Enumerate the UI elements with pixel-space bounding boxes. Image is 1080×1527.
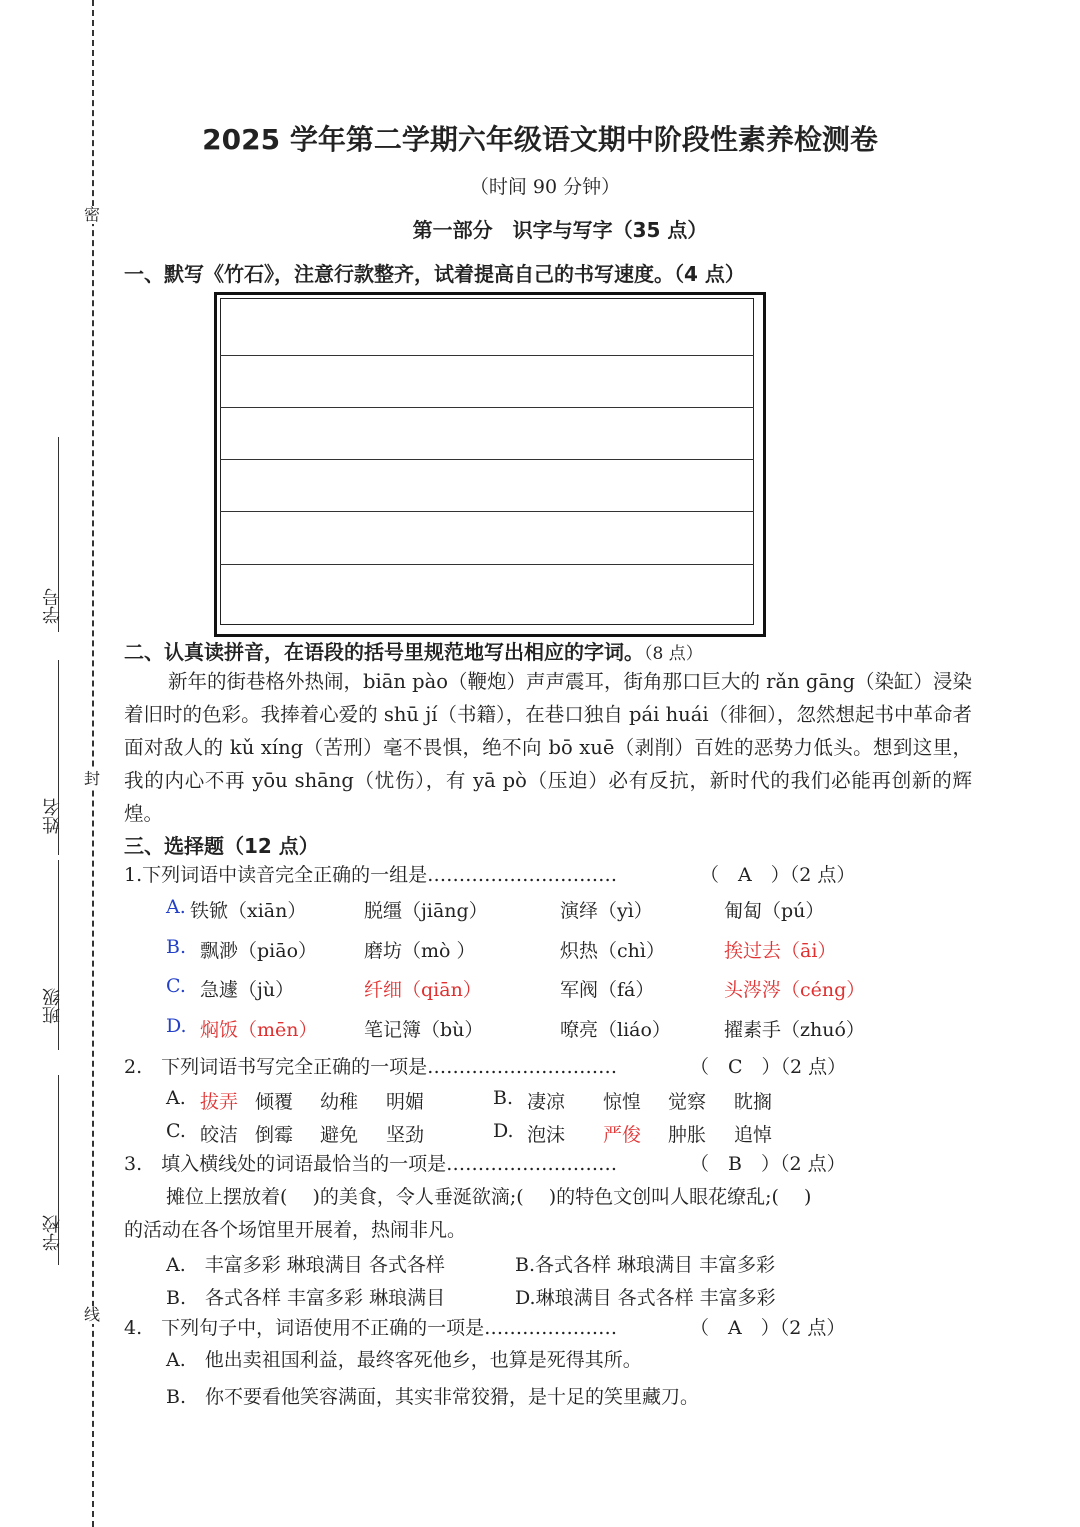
exam-title: 2025 学年第二学期六年级语文期中阶段性素养检测卷 [202, 123, 878, 156]
q1-option-a-4: 匍匐（pú） [724, 900, 825, 922]
seal-char-xian: 线 [84, 1305, 101, 1324]
q2-option-c-2: 倒霉 [255, 1124, 294, 1146]
q2-option-c-1: 皎洁 [200, 1124, 239, 1146]
q2-option-c-3: 避免 [320, 1124, 359, 1146]
q1-option-c-3: 军阀（fá） [560, 979, 655, 1001]
q3-option-b2: B. 各式各样 丰富多彩 琳琅满目 [166, 1287, 446, 1309]
q2-option-a-label: A. [166, 1087, 186, 1109]
q1-option-b-label: B. [166, 936, 187, 958]
seal-char-feng: 封 [84, 769, 101, 788]
q1-option-b-3: 炽热（chì） [560, 940, 665, 962]
seal-char-mi: 密 [84, 205, 101, 224]
writing-line [220, 459, 754, 460]
q4-option-b: B. 你不要看他笑容满面，其实非常狡猾，是十足的笑里藏刀。 [166, 1386, 700, 1408]
q2-option-b-1: 凄凉 [527, 1091, 566, 1113]
question-1-answer: （ A ）（2 点） [700, 864, 856, 886]
question-3-answer: （ B ）（2 点） [690, 1153, 846, 1175]
q4-option-a: A. 他出卖祖国利益，最终客死他乡，也算是死得其所。 [166, 1349, 642, 1371]
q2-heading: 二、认真读拼音，在语段的括号里规范地写出相应的字词。 [124, 640, 644, 664]
q2-option-b-2: 惊惶 [603, 1091, 642, 1113]
q1-option-b-4: 挨过去（āi） [724, 940, 837, 962]
writing-line [220, 407, 754, 408]
q2-option-c-label: C. [166, 1120, 186, 1142]
q1-option-c-1: 急遽（jù） [200, 979, 295, 1001]
name-label: 姓名 [42, 798, 63, 834]
q1-option-b-2: 磨坊（mò ） [364, 940, 476, 962]
q3-option-a: A. 丰富多彩 琳琅满目 各式各样 [166, 1254, 445, 1276]
student-id-label: 学号 [42, 588, 63, 624]
q2-option-d-label: D. [493, 1120, 514, 1142]
q1-option-d-3: 嘹亮（liáo） [560, 1019, 671, 1041]
q3-option-d: D.琳琅满目 各式各样 丰富多彩 [515, 1287, 776, 1309]
q2-option-d-1: 泡沫 [527, 1124, 566, 1146]
q1-option-a-3: 演绎（yì） [560, 900, 653, 922]
question-4-stem: 4. 下列句子中，词语使用不正确的一项是………………… [124, 1317, 618, 1339]
q2-option-b-label: B. [493, 1087, 514, 1109]
part-heading: 第一部分 识字与写字（35 点） [412, 218, 708, 242]
writing-line [220, 511, 754, 512]
q1-option-d-4: 擢素手（zhuó） [724, 1019, 865, 1041]
q2-option-d-4: 追悼 [734, 1124, 773, 1146]
q1-option-c-4: 头涔涔（céng） [724, 979, 866, 1001]
q1-heading: 一、默写《竹石》，注意行款整齐，试着提高自己的书写速度。（4 点） [124, 262, 745, 286]
q2-option-a-4: 明媚 [386, 1091, 425, 1113]
q2-option-a-1: 拔弄 [200, 1091, 239, 1113]
writing-line [220, 564, 754, 565]
q2-option-c-4: 坚劲 [386, 1124, 425, 1146]
question-1-stem: 1.下列词语中读音完全正确的一组是………………………… [124, 864, 618, 886]
q1-option-d-label: D. [166, 1015, 187, 1037]
q2-option-a-2: 倾覆 [255, 1091, 294, 1113]
writing-line [220, 355, 754, 356]
q2-points: （8 点） [644, 644, 703, 664]
q2-option-d-3: 肿胀 [668, 1124, 707, 1146]
q1-option-c-label: C. [166, 975, 186, 997]
q1-option-a-2: 脱缰（jiāng） [364, 900, 488, 922]
q1-option-a-1: 铁锨（xiān） [190, 900, 307, 922]
q2-paragraph: 新年的街巷格外热闹，biān pào（鞭炮）声声震耳，街角那口巨大的 rǎn gāng（染缸）浸染着旧时的色彩。我捧着心爱的 shū jí（书籍），在巷口独自 pái huái（徘徊），忽然想起书中革命者面对敌人的 kǔ xíng（苦刑）毫不畏惧，绝不向 bō xuē（剥削）百姓的恶势力低头。想到这里，我的内心不再 yōu shāng（忧伤），有 yā pò（压迫）必有反抗，新时代的我们必能再创新的辉煌。 [124, 670, 973, 825]
question-2-stem: 2. 下列词语书写完全正确的一项是………………………… [124, 1056, 618, 1078]
exam-time: （时间 90 分钟） [469, 176, 621, 198]
q2-heading-row [124, 636, 703, 665]
question-4-answer: （ A ）（2 点） [690, 1317, 846, 1339]
q1-option-c-2: 纤细（qiān） [364, 979, 482, 1001]
q1-option-d-2: 笔记簿（bù） [364, 1019, 484, 1041]
q3-heading: 三、选择题（12 点） [124, 834, 319, 858]
question-3-passage: 摊位上摆放着( )的美食，令人垂涎欲滴;( )的特色文创叫人眼花缭乱;( ) [166, 1186, 812, 1208]
q2-option-d-2: 严俊 [603, 1124, 642, 1146]
question-2-answer: （ C ）（2 点） [690, 1056, 847, 1078]
q2-option-b-4: 眈搁 [734, 1091, 773, 1113]
q2-option-a-3: 幼稚 [320, 1091, 359, 1113]
writing-box[interactable] [220, 298, 754, 625]
q1-option-a-label: A. [166, 896, 186, 918]
q1-option-d-1: 焖饭（mēn） [200, 1019, 318, 1041]
class-label: 班级 [42, 988, 63, 1024]
q1-option-b-1: 飘渺（piāo） [200, 940, 318, 962]
q2-option-b-3: 觉察 [668, 1091, 707, 1113]
school-label: 学校 [42, 1215, 63, 1251]
q3-option-b: B.各式各样 琳琅满目 丰富多彩 [515, 1254, 776, 1276]
question-3-passage-cont: 的活动在各个场馆里开展着，热闹非凡。 [124, 1219, 467, 1241]
question-3-stem: 3. 填入横线处的词语最恰当的一项是……………………… [124, 1153, 618, 1175]
